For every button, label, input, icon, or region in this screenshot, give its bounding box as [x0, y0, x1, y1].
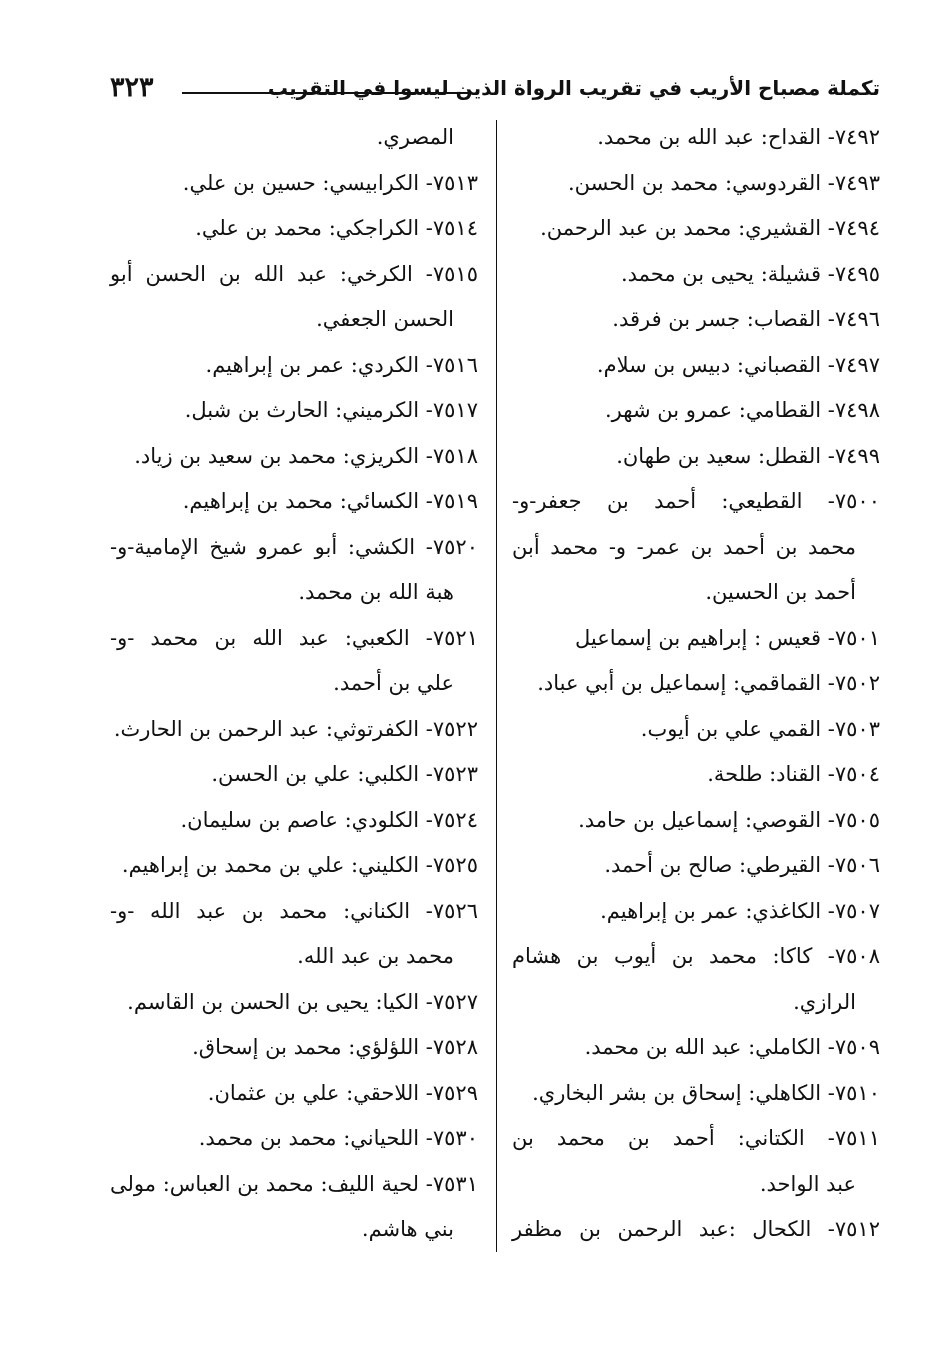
narrator-entry [512, 1025, 880, 1071]
narrator-entry [512, 115, 880, 161]
entry-text: ٧٥٢٤- الكلودي: عاصم بن سليمان. [180, 807, 478, 832]
narrator-entry [110, 1025, 478, 1071]
entry-continuation: هبة الله بن محمد. [298, 580, 454, 604]
narrator-entry [512, 434, 880, 480]
entry-text: ٧٥٠٧- الكاغذي: عمر بن إبراهيم. [600, 898, 880, 923]
entry-text: ٧٥٠٠- القطيعي: أحمد بن جعفر-و- [512, 489, 880, 513]
narrator-entry [512, 297, 880, 343]
entry-text: ٧٥٠٨- كاكا: محمد بن أيوب بن هشام [512, 944, 880, 968]
entry-text: ٧٥٢٦- الكناني: محمد بن عبد الله -و- [110, 898, 478, 923]
entry-text: ٧٥١٦- الكردي: عمر بن إبراهيم. [205, 352, 478, 377]
narrator-entry [110, 707, 478, 753]
entry-text: ٧٤٩٣- القردوسي: محمد بن الحسن. [567, 170, 880, 195]
entry-text: ٧٥١٠- الكاهلي: إسحاق بن بشر البخاري. [532, 1080, 880, 1105]
header-rule [182, 92, 472, 94]
narrator-entry [512, 843, 880, 889]
entry-text: ٧٥٠٥- القوصي: إسماعيل بن حامد. [578, 807, 880, 832]
running-title: تكملة مصباح الأريب في تقريب الرواة الذين ليسوا في التقريب [267, 76, 880, 100]
entry-continuation: علي بن أحمد. [333, 671, 454, 695]
narrator-entry [512, 661, 880, 707]
narrator-entry [512, 798, 880, 844]
entry-text: ٧٥٠٣- القمي علي بن أيوب. [640, 716, 880, 741]
entry-text: ٧٤٩٦- القصاب: جسر بن فرقد. [612, 307, 880, 331]
narrator-entry [110, 798, 478, 844]
narrator-entry [110, 479, 478, 525]
narrator-entry [512, 934, 880, 1025]
entry-text: ٧٥٠٩- الكاملي: عبد الله بن محمد. [584, 1035, 880, 1059]
narrator-entry [512, 206, 880, 252]
entry-text: ٧٥٢٩- اللاحقي: علي بن عثمان. [207, 1080, 478, 1105]
entry-text: ٧٥٢٠- الكشي: أبو عمرو شيخ الإمامية-و- [110, 534, 478, 559]
entry-continuation: الحسن الجعفي. [316, 307, 454, 331]
narrator-entry [110, 616, 478, 707]
narrator-entry [512, 1071, 880, 1117]
entry-text: ٧٥١٩- الكسائي: محمد بن إبراهيم. [182, 489, 478, 513]
entry-text: ٧٥٢٥- الكليني: علي بن محمد بن إبراهيم. [121, 853, 478, 877]
entry-text: ٧٤٩٥- قشيلة: يحيى بن محمد. [620, 261, 880, 286]
narrator-entry [512, 479, 880, 616]
entry-text: ٧٥٢٨- اللؤلؤي: محمد بن إسحاق. [192, 1035, 478, 1059]
entry-continuation: محمد بن أحمد بن عمر- و- محمد أبن [512, 534, 856, 559]
entry-continuation: المصري. [376, 125, 454, 149]
entry-text: ٧٥٢٧- الكيا: يحيى بن الحسن بن القاسم. [127, 989, 478, 1014]
narrator-entry [512, 616, 880, 662]
narrator-entry [110, 388, 478, 434]
entry-text: ٧٥١٢- الكحال :عبد الرحمن بن مظفر [512, 1217, 880, 1241]
entry-text: ٧٤٩٤- القشيري: محمد بن عبد الرحمن. [540, 216, 880, 240]
page-number: ٣٢٣ [110, 72, 154, 103]
entry-text: ٧٥٠٦- القيرطي: صالح بن أحمد. [604, 853, 880, 877]
entry-text: ٧٥٠١- قعيس : إبراهيم بن إسماعيل [574, 625, 880, 650]
entry-text: ٧٤٩٩- القطل: سعيد بن طهان. [616, 443, 880, 468]
narrator-entry [110, 843, 478, 889]
entry-text: ٧٥١٥- الكرخي: عبد الله بن الحسن أبو [110, 261, 478, 286]
narrator-entry [110, 206, 478, 252]
entry-text: ٧٥١٣- الكرابيسي: حسين بن علي. [182, 170, 478, 195]
entry-text: ٧٥٣١- لحية الليف: محمد بن العباس: مولى [110, 1171, 478, 1196]
entry-text: ٧٥٠٤- القناد: طلحة. [707, 762, 880, 786]
narrator-entry [110, 252, 478, 343]
right-column [512, 115, 880, 1253]
entry-text: ٧٤٩٧- القصباني: دبيس بن سلام. [596, 352, 880, 377]
narrator-entry [110, 1071, 478, 1117]
entry-continuation: محمد بن عبد الله. [297, 944, 454, 968]
narrator-entry [110, 1162, 478, 1253]
narrator-entry [110, 525, 478, 616]
entry-continuation: عبد الواحد. [759, 1171, 856, 1196]
narrator-entry [110, 752, 478, 798]
narrator-entry [512, 161, 880, 207]
narrator-entry [512, 1116, 880, 1207]
entry-text: ٧٤٩٢- القداح: عبد الله بن محمد. [597, 125, 880, 149]
entry-text: ٧٥١٧- الكرميني: الحارث بن شبل. [184, 398, 478, 422]
narrator-entry [512, 752, 880, 798]
column-divider [496, 120, 497, 1252]
entry-text: ٧٤٩٨- القطامي: عمرو بن شهر. [605, 398, 880, 422]
narrator-entry [512, 707, 880, 753]
narrator-entry [512, 252, 880, 298]
narrator-entry [512, 343, 880, 389]
entry-text: ٧٥١٤- الكراجكي: محمد بن علي. [195, 216, 478, 240]
running-header [110, 70, 880, 110]
narrator-entry [110, 343, 478, 389]
narrator-entry [512, 1207, 880, 1253]
narrator-entry [110, 161, 478, 207]
narrator-entry [110, 889, 478, 980]
entry-text: ٧٥٠٢- القماقمي: إسماعيل بن أبي عباد. [537, 671, 880, 695]
entry-text: ٧٥٣٠- اللحياني: محمد بن محمد. [198, 1126, 478, 1150]
entry-text: ٧٥١٨- الكريزي: محمد بن سعيد بن زياد. [134, 443, 478, 468]
entry-continuation: أحمد بن الحسين. [705, 580, 856, 604]
entry-text: ٧٥٢٢- الكفرتوثي: عبد الرحمن بن الحارث. [113, 716, 478, 741]
entry-text: ٧٥٢٣- الكلبي: علي بن الحسن. [211, 762, 478, 786]
entry-continuation: الرازي. [793, 989, 856, 1014]
narrator-entry [110, 434, 478, 480]
narrator-entry [110, 115, 478, 161]
entry-text: ٧٥٢١- الكعبي: عبد الله بن محمد -و- [110, 625, 478, 650]
narrator-entry [512, 889, 880, 935]
narrator-entry [110, 980, 478, 1026]
narrator-entry [512, 388, 880, 434]
entry-continuation: بني هاشم. [361, 1217, 454, 1241]
entry-text: ٧٥١١- الكتاني: أحمد بن محمد بن [512, 1126, 880, 1150]
left-column [110, 115, 478, 1253]
narrator-entry [110, 1116, 478, 1162]
